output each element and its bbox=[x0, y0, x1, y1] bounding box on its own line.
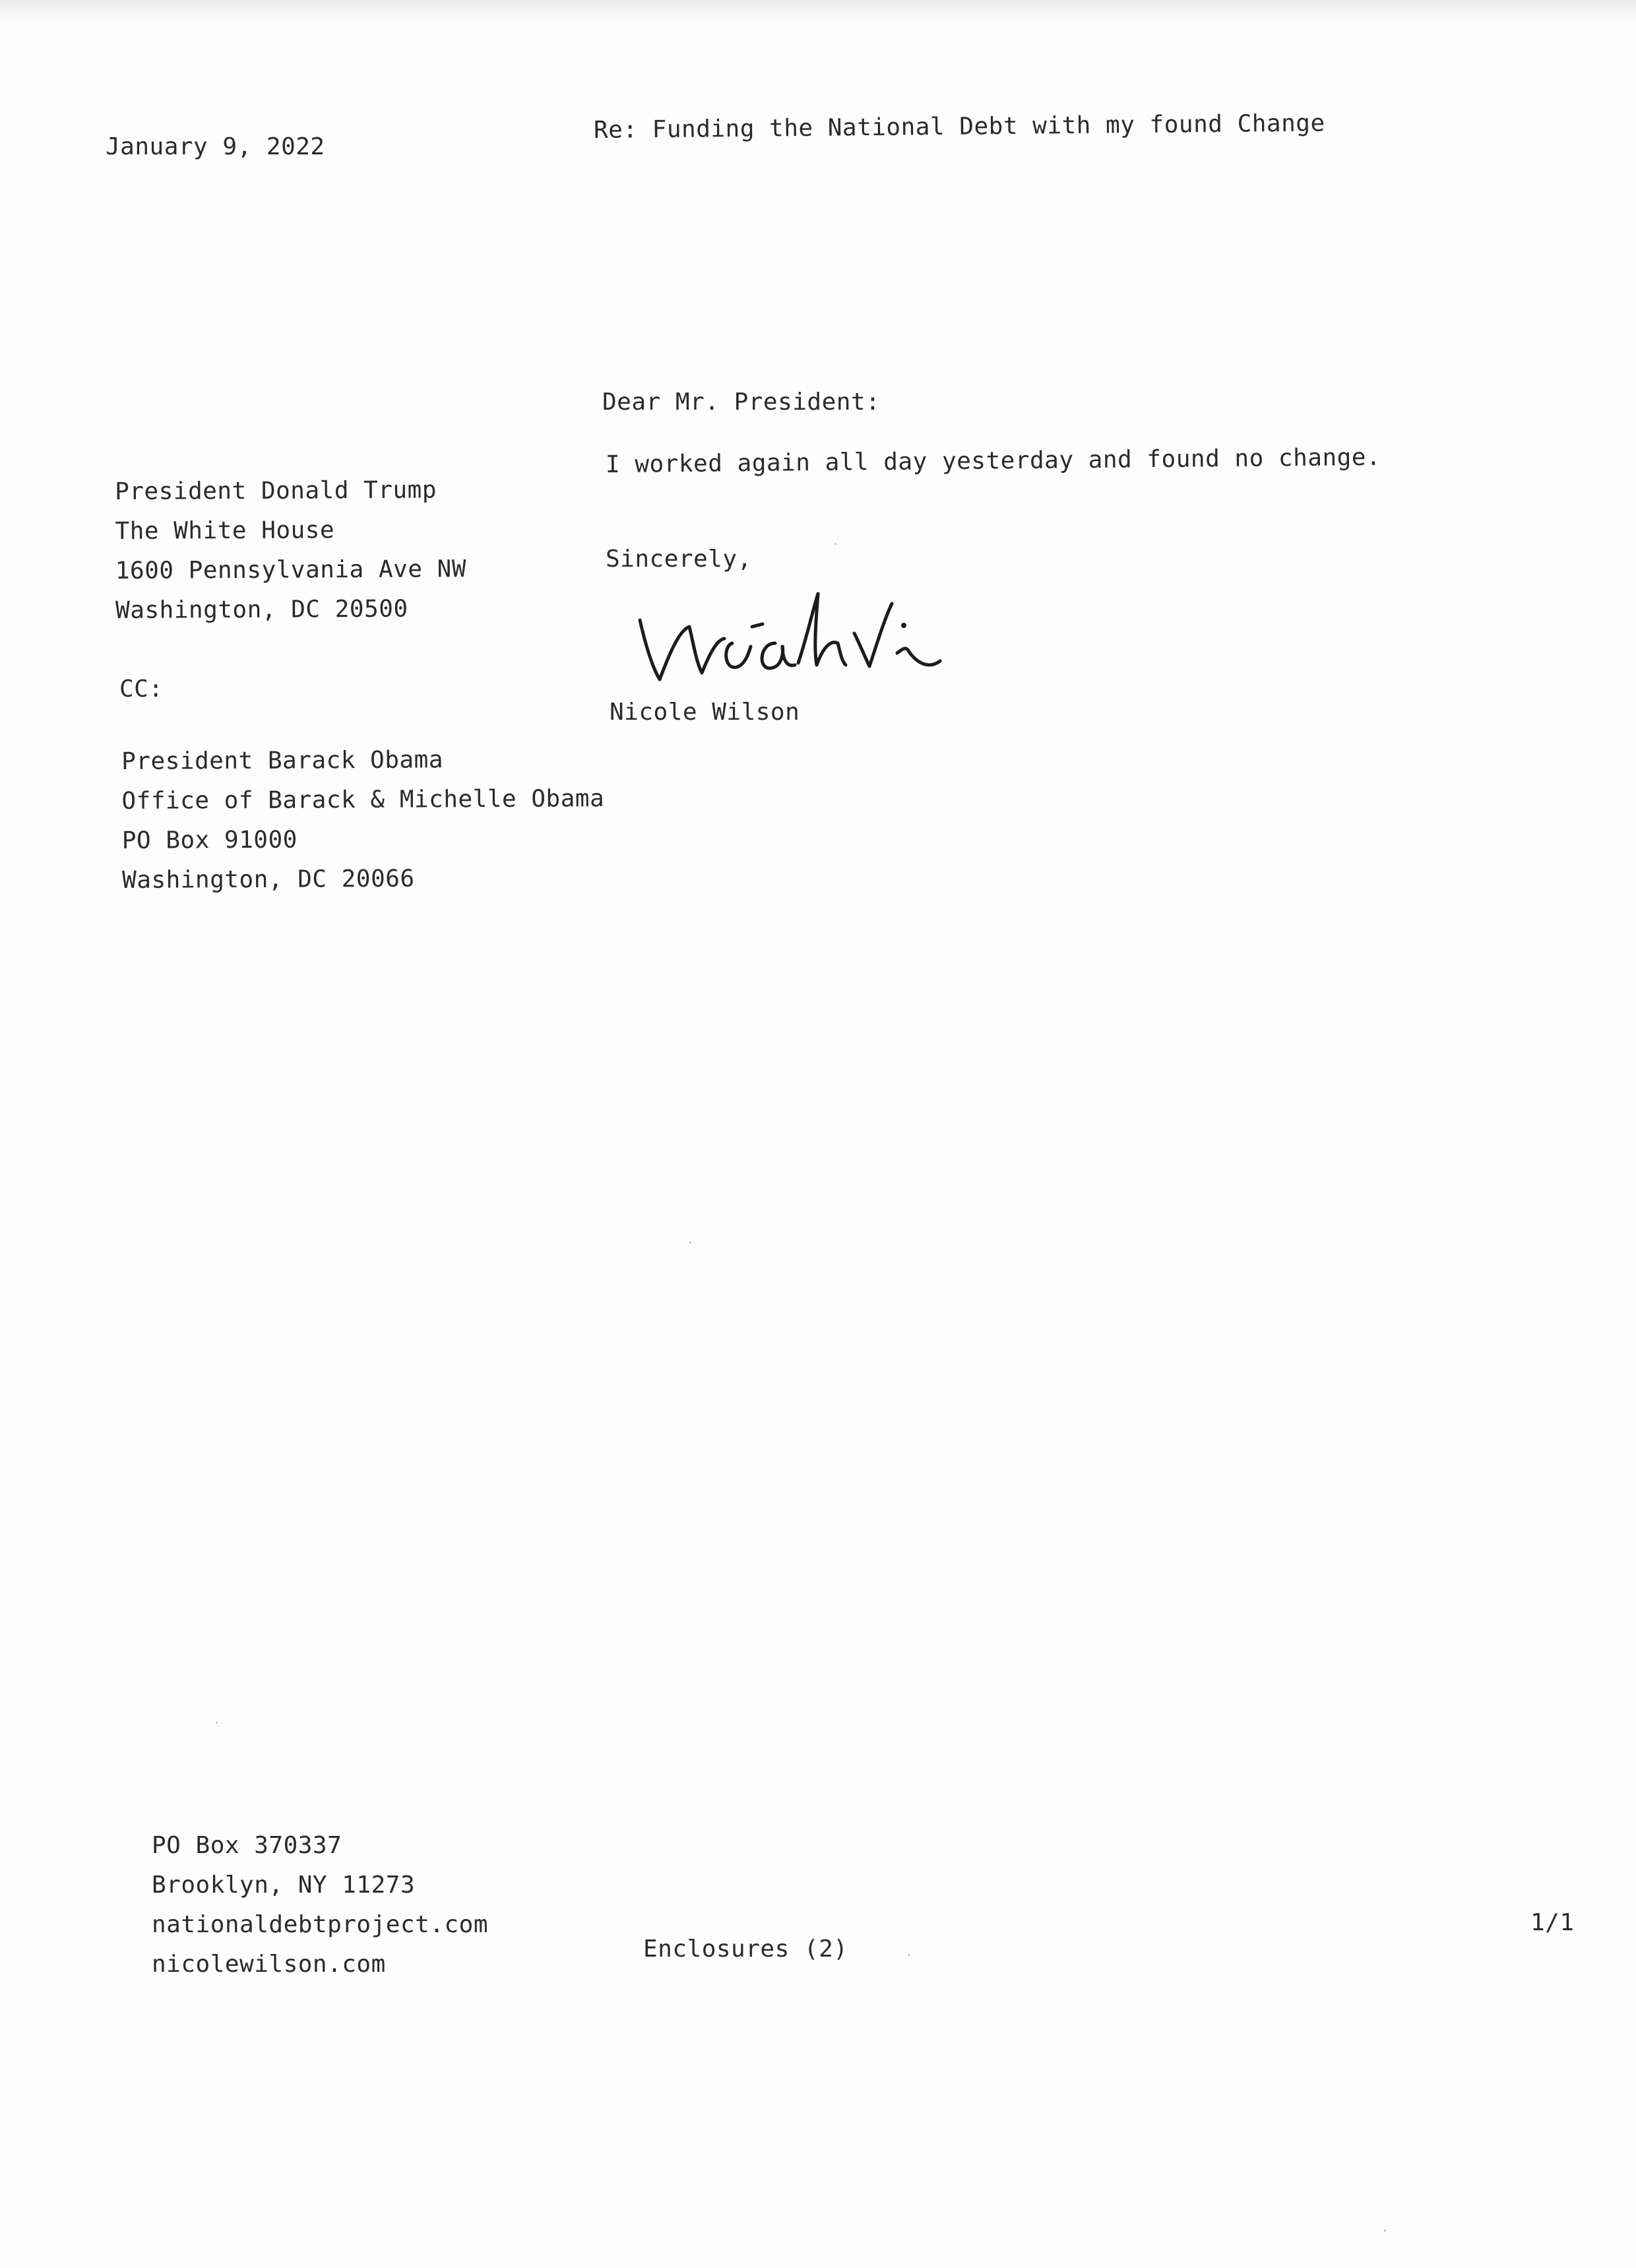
recipient-city: Washington, DC 20500 bbox=[115, 595, 408, 624]
salutation: Dear Mr. President: bbox=[602, 389, 881, 416]
footer-city: Brooklyn, NY 11273 bbox=[152, 1872, 416, 1899]
cc-address bbox=[121, 740, 605, 900]
footer-address bbox=[152, 1826, 488, 1984]
footer-website-project: nationaldebtproject.com bbox=[152, 1911, 488, 1938]
footer-po-box: PO Box 370337 bbox=[152, 1832, 342, 1859]
cc-org: Office of Barack & Michelle Obama bbox=[121, 785, 605, 815]
scan-speck bbox=[834, 543, 836, 545]
cc-street: PO Box 91000 bbox=[121, 826, 298, 854]
subject-line: Re: Funding the National Debt with my found Change bbox=[593, 110, 1325, 144]
recipient-street: 1600 Pennsylvania Ave NW bbox=[115, 555, 467, 584]
closing: Sincerely, bbox=[606, 546, 752, 573]
footer-website-personal: nicolewilson.com bbox=[152, 1951, 386, 1978]
scan-speck bbox=[689, 1242, 691, 1244]
cc-city: Washington, DC 20066 bbox=[121, 865, 415, 894]
letter-body: I worked again all day yesterday and found no change. bbox=[605, 443, 1381, 478]
scan-edge-shadow bbox=[0, 0, 1636, 26]
recipient-name: President Donald Trump bbox=[115, 476, 437, 505]
cc-label: CC: bbox=[119, 676, 164, 703]
letter-date: January 9, 2022 bbox=[106, 133, 325, 160]
scan-speck bbox=[1384, 2230, 1386, 2232]
scan-speck bbox=[216, 1722, 218, 1724]
recipient-org: The White House bbox=[115, 517, 335, 545]
cc-name: President Barack Obama bbox=[121, 746, 444, 775]
signer-name: Nicole Wilson bbox=[610, 699, 800, 726]
scan-speck bbox=[908, 1954, 910, 1956]
enclosures-note: Enclosures (2) bbox=[643, 1936, 848, 1963]
recipient-address bbox=[115, 470, 466, 631]
handwritten-signature bbox=[633, 581, 976, 693]
page-number: 1/1 bbox=[1530, 1909, 1575, 1936]
